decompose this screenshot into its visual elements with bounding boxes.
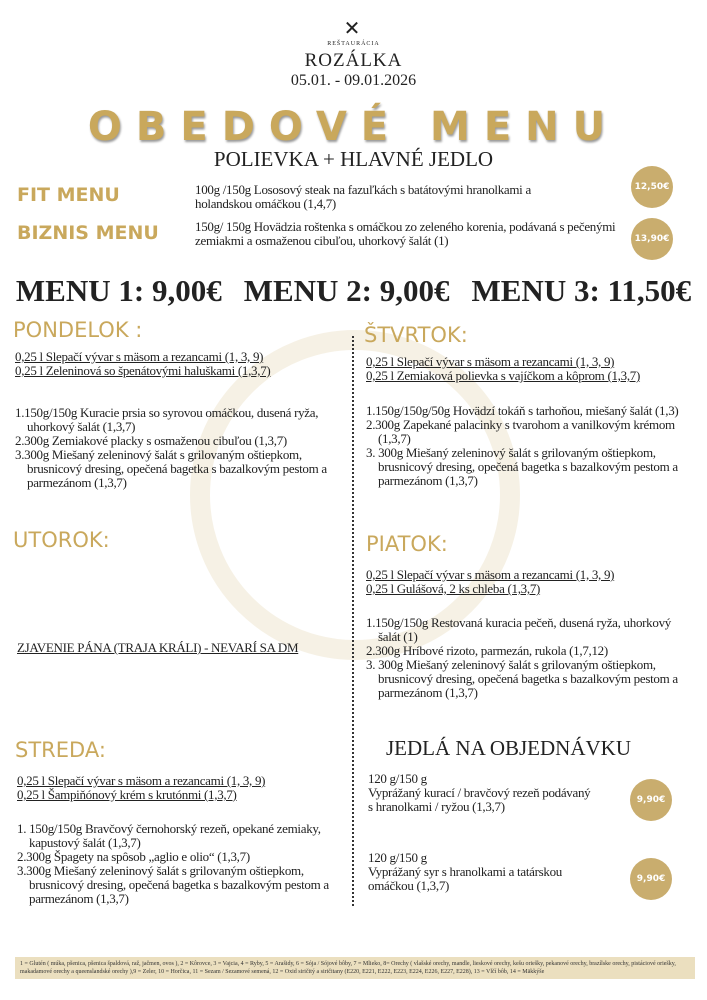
order-item-weight: 120 g/150 g <box>368 771 427 786</box>
menu-prices <box>0 273 707 309</box>
restaurant-name: ROZÁLKA <box>304 50 403 71</box>
fit-menu-desc: 100g /150g Lososový steak na fazuľkách s batátovými hranolkami a holandskou omáčkou (1,4,7) <box>195 182 531 211</box>
wednesday-title: STREDA: <box>15 738 106 762</box>
fit-menu-label: FIT MENU <box>17 184 120 206</box>
main-item: 3. 300g Miešaný zeleninový šalát s grilovaným oštiepkom, brusnicový dresing, opečená bagetka s bazalkovým pestom a parmezánom (1,3,7) <box>366 657 678 700</box>
main-item: 2.300g Hríbové rizoto, parmezán, rukola (1,7,12) <box>366 643 608 658</box>
biznis-menu-label: BIZNIS MENU <box>17 222 159 244</box>
allergen-legend: 1 = Glutén ( múka, pšenica, pšenica špaldová, raž, jačmen, ovos ), 2 = Kôrovce, 3 = Vajcia, 4 = Ryby, 5 = Arašidy, 6 = Sója / Sójové bôby, 7 = Mlieko, 8= Orechy ( vlašské orechy, mandle, lieskové orechy, kešu oriešky, pekanové orechy, brazílske orechy, pistáciové oriešky, makadamové orechy a queenslandské orechy ),9 = Zeler, 10 = Horčica, 11 = Sezam / Sezamové semená, 12 = Oxid siričitý a siričitany (E220, E221, E222, E223, E224, E226, E227, E228), 13 = Vlčí bôb, 14 = Mäkkýše <box>15 957 695 979</box>
main-item: 3.300g Miešaný zeleninový šalát s grilovaným oštiepkom, brusnicový dresing, opečená bagetka s bazalkovým pestom a parmezánom (1,3,7) <box>15 447 327 490</box>
menu-2-price: MENU 2: 9,00€ <box>243 273 450 308</box>
order-item <box>368 851 618 893</box>
thursday-title: ŠTVRTOK: <box>364 323 468 347</box>
page-subtitle: POLIEVKA + HLAVNÉ JEDLO <box>213 147 494 171</box>
order-item <box>368 772 618 814</box>
biznis-menu-price: 13,90€ <box>631 218 673 260</box>
page-title: OBEDOVÉ MENU <box>87 104 620 150</box>
main-item: 2.300g Zapekané palacinky s tvarohom a vanilkovým krémom (1,3,7) <box>366 417 675 446</box>
thursday-soups <box>366 355 701 383</box>
wednesday-mains <box>17 822 337 906</box>
friday-title: PIATOK: <box>366 532 448 556</box>
main-item: 2.300g Špagety na spôsob „aglio e olio“ (1,3,7) <box>17 849 250 864</box>
restaurant-label: REŠTAURÁCIA <box>327 41 380 47</box>
tuesday-title: UTOROK: <box>13 528 110 552</box>
menu-dates: 05.01. - 09.01.2026 <box>290 72 417 89</box>
order-item-weight: 120 g/150 g <box>368 850 427 865</box>
main-item: 1. 150g/150g Bravčový černohorský rezeň, opekané zemiaky, kapustový šalát (1,3,7) <box>17 821 321 850</box>
menu-3-price: MENU 3: 11,50€ <box>471 273 692 308</box>
soup-item: 0,25 l Šampiňónový krém s krutónmi (1,3,7) <box>17 787 237 802</box>
menu-1-price: MENU 1: 9,00€ <box>15 273 222 308</box>
order-item-price: 9,90€ <box>630 779 672 821</box>
thursday-mains <box>366 404 686 488</box>
soup-item: 0,25 l Gulášová, 2 ks chleba (1,3,7) <box>366 581 541 596</box>
soup-item: 0,25 l Zemiaková polievka s vajíčkom a kôprom (1,3,7) <box>366 368 641 383</box>
soup-item: 0,25 l Zeleninová so špenátovými haluškami (1,3,7) <box>15 363 271 378</box>
soup-item: 0,25 l Slepačí vývar s mäsom a rezancami (1, 3, 9) <box>15 349 264 364</box>
fit-menu-price: 12,50€ <box>631 166 673 208</box>
main-item: 1.150g/150g Kuracie prsia so syrovou omáčkou, dusená ryža, uhorkový šalát (1,3,7) <box>15 405 319 434</box>
monday-soups <box>15 350 350 378</box>
friday-soups <box>366 568 701 596</box>
friday-mains <box>366 616 686 700</box>
soup-item: 0,25 l Slepačí vývar s mäsom a rezancami (1, 3, 9) <box>17 773 266 788</box>
tuesday-note: ZJAVENIE PÁNA (TRAJA KRÁLI) - NEVARÍ SA DM <box>17 640 299 655</box>
main-item: 3. 300g Miešaný zeleninový šalát s grilovaným oštiepkom, brusnicový dresing, opečená bagetka s bazalkovým pestom a parmezánom (1,3,7) <box>366 445 678 488</box>
order-item-desc: Vyprážaný kurací / bravčový rezeň podávaný s hranolkami / ryžou (1,3,7) <box>368 785 591 814</box>
order-title: JEDLÁ NA OBJEDNÁVKU <box>386 736 631 760</box>
cutlery-icon: ✕ <box>343 16 361 40</box>
column-divider <box>352 336 354 906</box>
main-item: 2.300g Zemiakové placky s osmaženou cibuľou (1,3,7) <box>15 433 287 448</box>
main-item: 3.300g Miešaný zeleninový šalát s grilovaným oštiepkom, brusnicový dresing, opečená bagetka s bazalkovým pestom a parmezánom (1,3,7) <box>17 863 329 906</box>
wednesday-soups <box>17 774 347 802</box>
main-item: 1.150g/150g Restovaná kuracia pečeň, dusená ryža, uhorkový šalát (1) <box>366 615 671 644</box>
soup-item: 0,25 l Slepačí vývar s mäsom a rezancami (1, 3, 9) <box>366 567 615 582</box>
biznis-menu-desc: 150g/ 150g Hovädzia roštenka s omáčkou zo zeleného korenia, podávaná s pečenými zemiakmi a osmaženou cibuľou, uhorkový šalát (1) <box>195 219 616 248</box>
soup-item: 0,25 l Slepačí vývar s mäsom a rezancami (1, 3, 9) <box>366 354 615 369</box>
monday-title: PONDELOK : <box>13 318 143 342</box>
order-item-price: 9,90€ <box>630 858 672 900</box>
main-item: 1.150g/150g/50g Hovädzí tokáň s tarhoňou, miešaný šalát (1,3) <box>366 403 679 418</box>
order-item-desc: Vyprážaný syr s hranolkami a tatárskou omáčkou (1,3,7) <box>368 864 563 893</box>
monday-mains <box>15 406 345 490</box>
